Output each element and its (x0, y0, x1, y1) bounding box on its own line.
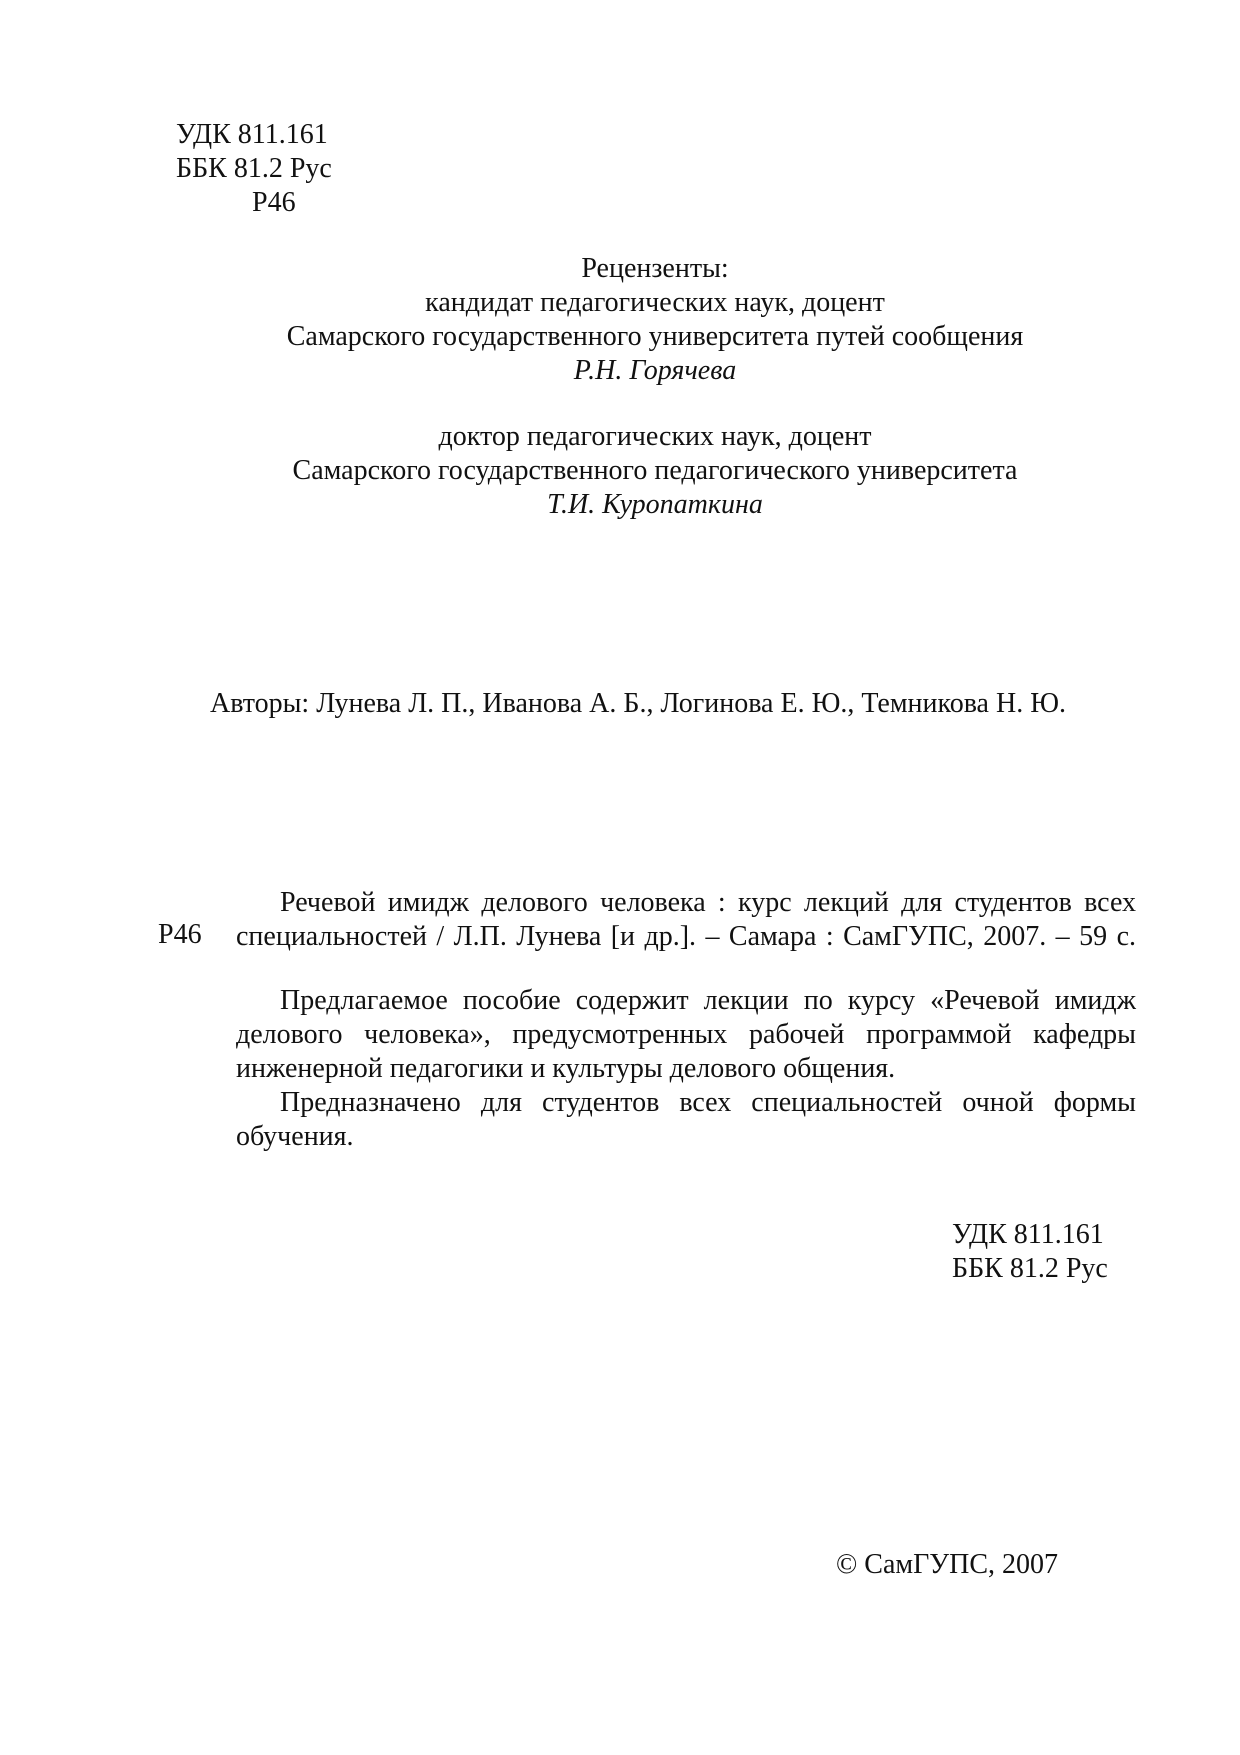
udk-code: УДК 811.161 (176, 119, 328, 150)
reviewer-2-position: доктор педагогических наук, доцент (438, 421, 872, 452)
header-classification (176, 118, 332, 220)
footer-classification (952, 1218, 1108, 1286)
authors-line: Авторы: Лунева Л. П., Иванова А. Б., Логинова Е. Ю., Темникова Н. Ю. (210, 688, 1066, 719)
reviewer-1-position: кандидат педагогических наук, доцент (425, 287, 885, 318)
abstract-p1-line-2: делового человека», предусмотренных рабочей программой кафедры (236, 1019, 1136, 1050)
abstract-p1-line-3: инженерной педагогики и культуры делового общения. (236, 1053, 896, 1084)
reviewer-2-name: Т.И. Куропаткина (547, 489, 763, 520)
footer-udk-code: УДК 811.161 (952, 1219, 1104, 1250)
reviewers-title: Рецензенты: (581, 253, 729, 284)
abstract-p1-line-1: Предлагаемое пособие содержит лекции по курсу «Речевой имидж (280, 985, 1136, 1016)
bibliography-code: Р46 (158, 919, 202, 950)
reviewers-block (200, 252, 1110, 388)
author-code: Р46 (252, 187, 296, 218)
abstract-p2-line-1: Предназначено для студентов всех специальностей очной формы (280, 1087, 1136, 1118)
reviewer-1-name: Р.Н. Горячева (573, 355, 737, 386)
abstract-p2-line-2: обучения. (236, 1121, 354, 1152)
reviewer-2-block (200, 420, 1110, 522)
bibliography-line-2: специальностей / Л.П. Лунева [и др.]. – Самара : СамГУПС, 2007. – 59 с. (236, 921, 1136, 952)
bibliography-line-1: Речевой имидж делового человека : курс лекций для студентов всех (280, 887, 1136, 918)
bbk-code: ББК 81.2 Рус (176, 153, 332, 184)
footer-bbk-code: ББК 81.2 Рус (952, 1253, 1108, 1284)
bibliography-record (236, 886, 1136, 954)
copyright-notice: © СамГУПС, 2007 (836, 1549, 1059, 1580)
reviewer-1-institution: Самарского государственного университета путей сообщения (286, 321, 1024, 352)
abstract-block (236, 984, 1136, 1154)
reviewer-2-institution: Самарского государственного педагогического университета (292, 455, 1018, 486)
